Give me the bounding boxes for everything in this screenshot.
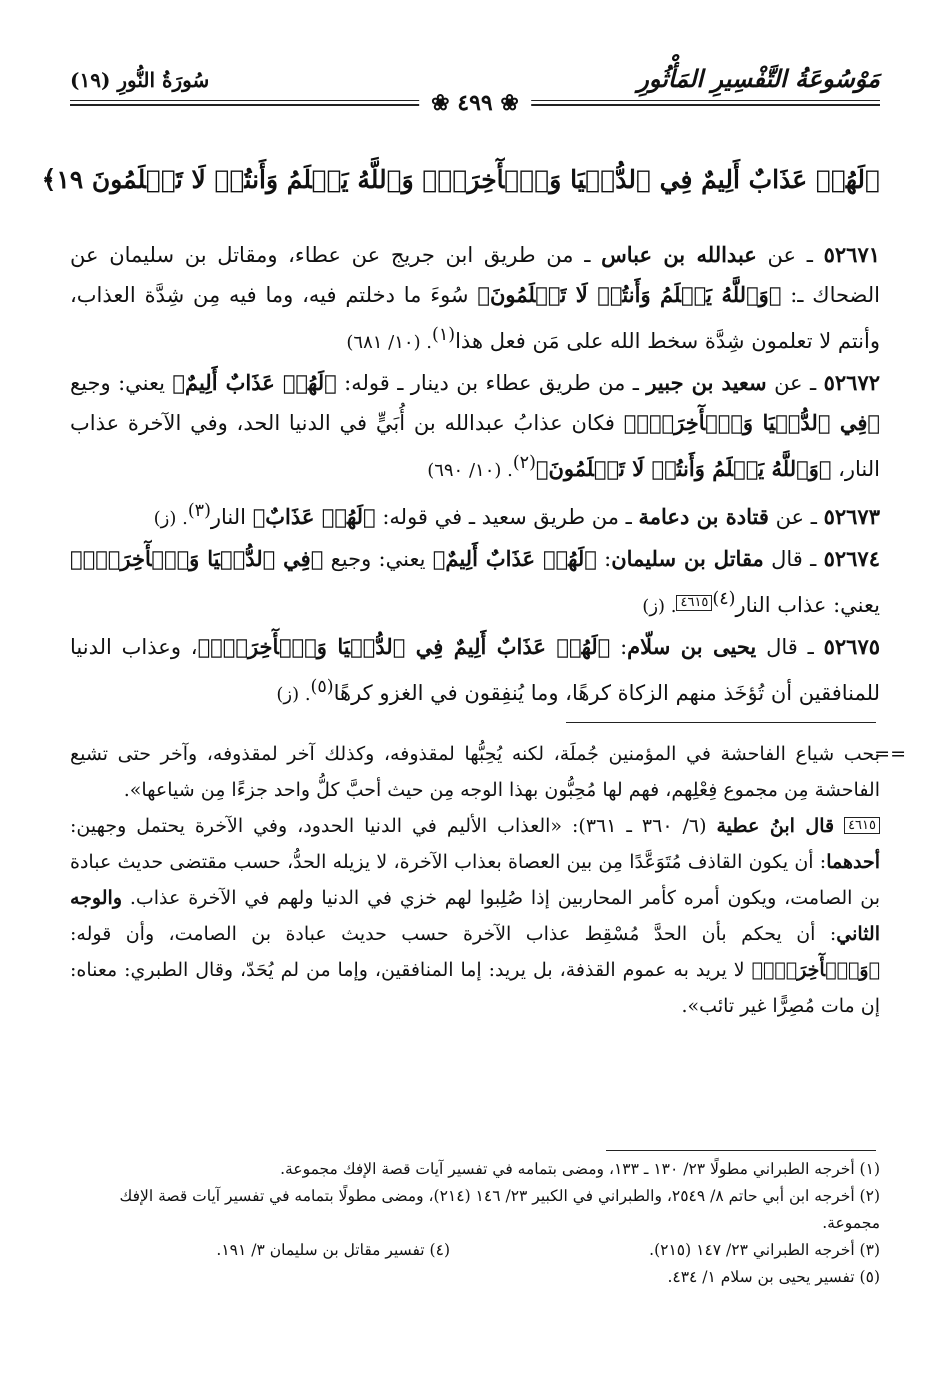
narration-text: ، وعذاب الدنيا للمنافقين أن تُؤخَذ منهم الزكاة كرهًا، وما يُنفِقون في الغزو كرهًا xyxy=(70,635,880,705)
commentary-number-box: ٤٦١٥ xyxy=(844,817,880,834)
book-title: مَوْسُوعَةُ التَّفْسِيرِ المَأْثُورِ xyxy=(637,64,880,93)
commentary-text: لا يريد به عموم القذفة، بل يريد: إما المنافقين، وإما من لم يُحَدّ، وقال الطبري: معناه: إن مات مُصِرًّا غير تائب». xyxy=(70,959,880,1017)
surah-name: سُورَةُ النُّورِ (١٩) xyxy=(70,68,210,92)
volume-reference: . (١٠/ ٦٨١) xyxy=(346,332,433,353)
commentary-text: : أن يحكم بأن الحدَّ مُسْقِط عذاب الآخرة حسب حديث عبادة بن الصامت، وأن قوله: xyxy=(70,923,837,945)
quran-quote: ﴿لَهُمۡ عَذَابٌ﴾ xyxy=(252,504,376,529)
footnote-marker[interactable]: (٣) xyxy=(187,501,211,521)
footnote-1: (١) أخرجه الطبراني مطولًا ٢٣/ ١٣٠ ـ ١٣٣، ومضى بتمامه في تفسير آيات قصة الإفك مجموعة. xyxy=(280,1160,880,1178)
narration-text: النار xyxy=(210,505,253,529)
commentary-separator xyxy=(566,722,876,723)
narration-number: ٥٢٦٧٤ xyxy=(823,546,880,571)
footnote-5: (٥) تفسير يحيى بن سلام ١/ ٤٣٤. xyxy=(667,1268,880,1286)
narrator-name: قتادة بن دعامة xyxy=(638,504,769,529)
footnote-marker[interactable]: (٢) xyxy=(512,453,536,473)
narrator-name: عبدالله بن عباس xyxy=(601,242,757,267)
footnote-4: (٤) تفسير مقاتل بن سليمان ٣/ ١٩١. xyxy=(216,1241,450,1259)
footnote-2: (٢) أخرجه ابن أبي حاتم ٨/ ٢٥٤٩، والطبراني في الكبير ٢٣/ ١٤٦ (٢١٤)، ومضى مطولًا بتمامه في تفسير آيات قصة الإفك مجموعة. xyxy=(119,1187,880,1232)
running-header xyxy=(70,62,880,122)
narration-text: يعني: وجيع xyxy=(323,547,433,571)
commentary-paragraph: بحب شياع الفاحشة في المؤمنين جُملَة، لكنه يُحِبُّها لمقذوفه، وكذلك آخر لمقذوفه، وآخر حتى تشيع الفاحشة مِن مجموع فِعْلِهم، فهم لها مُحِبُّون بهذا الوجه مِن حيث أحبَّ كلُّ واحد جزءًا مِن شياعها». xyxy=(70,743,880,801)
narrator-name: يحيى بن سلّام xyxy=(627,634,757,659)
quran-quote: ﴿لَهُمۡ عَذَابٌ أَلِيمٌ فِي ٱلدُّنۡيَا وَٱلۡأٓخِرَةِۚ﴾ xyxy=(197,634,611,659)
narration-text: ـ من طريق ابن جريج عن عطاء، ومقاتل بن سليمان عن الضحاك ـ: xyxy=(70,243,880,307)
narration-text: ـ عن xyxy=(756,243,824,267)
narration-number: ٥٢٦٧١ xyxy=(823,242,881,267)
narration-text: ـ من طريق عطاء بن دينار ـ قوله: xyxy=(336,371,647,395)
commentary-paragraph xyxy=(70,808,880,1024)
volume-reference: . (ز) xyxy=(276,684,311,705)
narration-52671 xyxy=(70,235,880,363)
narration-text: فكان عذابُ عبدالله بن أُبَيٍّ في الدنيا الحد، وفي الآخرة عذاب النار، xyxy=(70,411,880,481)
narration-text: ـ عن xyxy=(766,371,824,395)
narration-52673 xyxy=(70,491,880,539)
commentary-section xyxy=(70,736,906,1024)
commentary-text: (٦/ ٣٦٠ ـ ٣٦١): «العذاب الأليم في الدنيا الحدود، وفي الآخرة يحتمل وجهين: xyxy=(70,815,717,837)
footnote-3: (٣) أخرجه الطبراني ٢٣/ ١٤٧ (٢١٥). xyxy=(649,1241,880,1259)
commentary-subhead: أحدهما xyxy=(826,851,880,873)
narrations xyxy=(70,235,880,715)
narration-text: ـ قال xyxy=(763,547,824,571)
narration-text: : xyxy=(596,547,612,571)
footnote-separator xyxy=(606,1150,876,1151)
footnote-marker[interactable]: (١) xyxy=(432,325,456,345)
narration-text: ـ قال xyxy=(756,635,824,659)
narration-text: : xyxy=(610,635,628,659)
commentary-subhead: والوجه الثاني xyxy=(70,887,880,945)
narration-number: ٥٢٦٧٥ xyxy=(823,634,881,659)
continuation-mark: == xyxy=(874,743,906,765)
page-number: ❀ ٤٩٩ ❀ xyxy=(419,90,531,116)
narrator-name: سعيد بن جبير xyxy=(646,370,767,395)
footnote-marker[interactable]: (٥) xyxy=(310,677,334,697)
commentary-text: : أن يكون القاذف مُتَوَعَّدًا مِن بين العصاة بعذاب الآخرة، لا يزيله الحدُّ، حسب مقتضى حديث عبادة بن الصامت، ويكون أمره كأمر المحاربين إذا صُلِبوا لهم خزي في الدنيا ولهم في الآخرة عذاب. xyxy=(70,851,880,909)
volume-reference: . (ز) xyxy=(642,596,677,617)
footnotes xyxy=(70,1156,880,1291)
narration-text: ـ عن xyxy=(768,505,824,529)
quran-quote: ﴿فِي ٱلدُّنۡيَا وَٱلۡأٓخِرَةِۚ﴾ xyxy=(623,410,880,435)
narration-text: ـ من طريق سعيد ـ في قوله: xyxy=(375,505,639,529)
quran-quote: ﴿وَٱلۡأٓخِرَةِۚ﴾ xyxy=(751,959,880,981)
narration-number: ٥٢٦٧٢ xyxy=(823,370,881,395)
quran-quote: ﴿وَٱللَّهُ يَعۡلَمُ وَأَنتُمۡ لَا تَعۡلَمُونَ﴾ xyxy=(477,282,782,307)
quran-quote: ﴿لَهُمۡ عَذَابٌ أَلِيمٌ﴾ xyxy=(172,370,337,395)
footnote-marker[interactable]: (٤) xyxy=(712,589,736,609)
narration-text: يعني: وجيع xyxy=(70,371,173,395)
page-number-value: ٤٩٩ xyxy=(457,90,493,116)
narration-52675 xyxy=(70,627,880,715)
quran-quote: ﴿وَٱللَّهُ يَعۡلَمُ وَأَنتُمۡ لَا تَعۡلَمُونَ﴾ xyxy=(535,456,832,481)
quran-quote: ﴿لَهُمۡ عَذَابٌ أَلِيمٌ﴾ xyxy=(432,546,597,571)
narrator-name: مقاتل بن سليمان xyxy=(611,546,764,571)
narration-number: ٥٢٦٧٣ xyxy=(823,504,880,529)
footnote-row xyxy=(70,1237,880,1264)
quran-verse: ﴿لَهُمۡ عَذَابٌ أَلِيمٌ فِي ٱلدُّنۡيَا وَٱلۡأٓخِرَةِۚ وَٱللَّهُ يَعۡلَمُ وَأَنتُمۡ لَا تَعۡلَمُونَ ١٩﴾ xyxy=(41,165,880,194)
volume-reference: . (ز) xyxy=(153,508,188,529)
commentator-name: قال ابنُ عطية xyxy=(716,815,835,837)
commentary-link-box[interactable]: ٤٦١٥ xyxy=(676,595,712,611)
quran-quote: ﴿فِي ٱلدُّنۡيَا وَٱلۡأٓخِرَةِۚ﴾ xyxy=(70,546,324,571)
narration-text: سُوءَ ما دخلتم فيه، وما فيه مِن شِدَّة العذاب، وأنتم لا تعلمون شِدَّة سخط الله على مَن فعل هذا xyxy=(70,283,880,353)
volume-reference: . (١٠/ ٦٩٠) xyxy=(427,460,513,481)
narration-text: يعني: عذاب النار xyxy=(735,593,880,617)
narration-52674 xyxy=(70,539,880,627)
narration-52672 xyxy=(70,363,880,491)
